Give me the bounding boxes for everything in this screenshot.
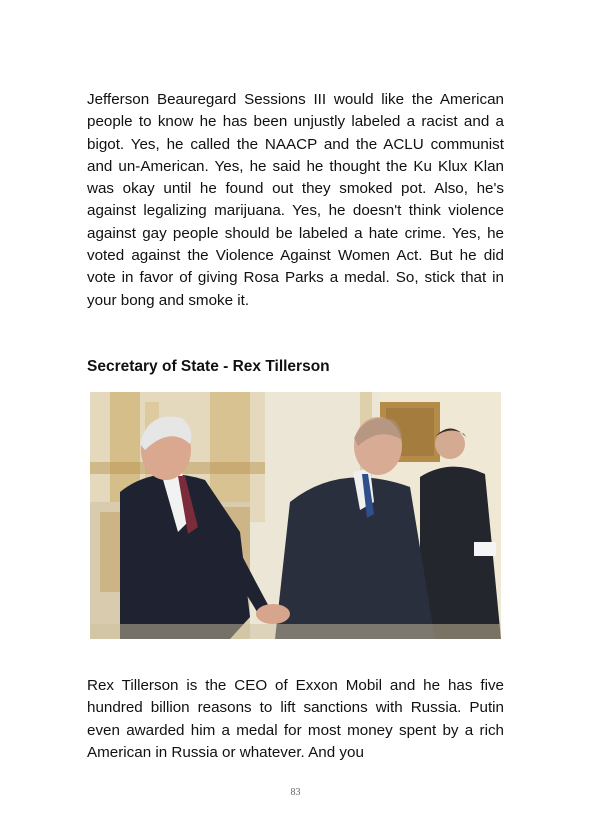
page-number: 83 <box>290 787 301 798</box>
body-paragraph-sessions: Jefferson Beauregard Sessions III would like the American people to know he has been unjustly labeled a racist and a bigot. Yes, he called the NAACP and the ACLU communist and un-American. Yes, he said he thought the Ku Klux Klan was okay until he found out they smoked pot. Also, he's against legalizing marijuana. Yes, he doesn't think violence against gay people should be labeled a hate crime. Yes, he voted against the Violence Against Women Act. But he did vote in favor of giving Rosa Parks a medal. So, stick that in your bong and smoke it. <box>87 91 504 309</box>
section-heading: Secretary of State - Rex Tillerson <box>87 358 330 375</box>
handshake-photo <box>90 392 501 639</box>
body-paragraph-tillerson: Rex Tillerson is the CEO of Exxon Mobil and he has five hundred billion reasons to lift sanctions with Russia. Putin even awarded him a medal for most money spent by a rich American in Russia or whatever. And you <box>87 677 504 761</box>
